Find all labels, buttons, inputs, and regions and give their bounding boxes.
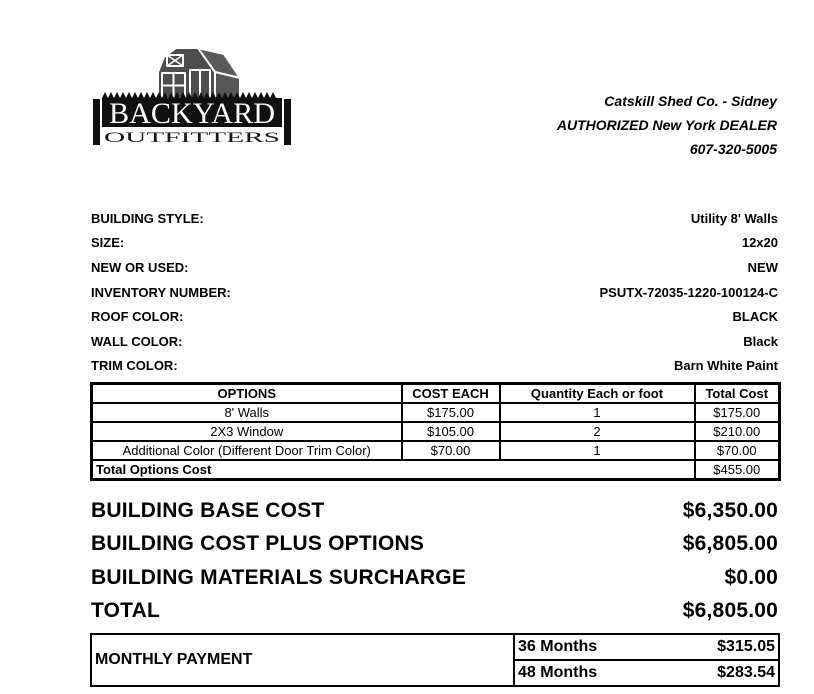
- dealer-info: [557, 89, 777, 161]
- monthly-term-cell: 36 Months: [518, 638, 598, 655]
- detail-value: Barn White Paint: [673, 358, 778, 374]
- option-cost-cell: $105.00: [402, 422, 500, 441]
- option-name-cell: 8' Walls: [92, 403, 402, 422]
- detail-row-size: [91, 231, 778, 256]
- logo-brand-subtitle: OUTFITTERS: [104, 130, 280, 146]
- monthly-payment-table: [90, 633, 780, 687]
- detail-value: 12x20: [741, 235, 778, 251]
- options-header-total-cost: Total Cost: [695, 384, 780, 404]
- options-table: [90, 382, 781, 481]
- summary-row-materials-surcharge: [91, 561, 778, 595]
- options-total-row: [92, 460, 780, 480]
- options-header-cost-each: COST EACH: [402, 384, 500, 404]
- detail-value: NEW: [747, 259, 778, 275]
- detail-row-inventory-number: [91, 280, 778, 305]
- option-row: [92, 403, 780, 422]
- monthly-amount-cell: $283.54: [664, 660, 779, 686]
- detail-value: Utility 8' Walls: [690, 210, 778, 226]
- monthly-payment-label: MONTHLY PAYMENT: [91, 634, 514, 686]
- option-name-cell: 2X3 Window: [92, 422, 402, 441]
- detail-label: INVENTORY NUMBER:: [91, 284, 231, 300]
- monthly-term-cell: 48 Months: [514, 660, 664, 686]
- building-details: [91, 206, 778, 378]
- logo-brand-name: BACKYARD: [109, 97, 275, 130]
- option-total-cell: $175.00: [695, 403, 780, 422]
- backyard-outfitters-logo: [88, 28, 296, 150]
- logo-left-bar: [93, 99, 100, 145]
- options-header-row: [92, 384, 780, 404]
- options-total-label: Total Options Cost: [92, 460, 695, 480]
- monthly-payment-row: [91, 634, 779, 660]
- summary-row-total: [91, 595, 778, 629]
- summary-value: $6,805.00: [682, 599, 778, 623]
- detail-value: Black: [743, 333, 778, 349]
- detail-label: SIZE:: [91, 235, 125, 251]
- option-quantity-cell: 1: [500, 403, 695, 422]
- summary-label: TOTAL: [91, 599, 161, 623]
- summary-row-base-cost: [91, 494, 778, 528]
- dealer-name: Catskill Shed Co. - Sidney: [604, 93, 777, 109]
- detail-row-building-style: [91, 206, 778, 231]
- option-cost-cell: $175.00: [402, 403, 500, 422]
- detail-value: BLACK: [732, 309, 778, 325]
- detail-row-trim-color: [91, 354, 778, 379]
- option-row: [92, 422, 780, 441]
- logo-right-bar: [284, 99, 291, 145]
- detail-label: WALL COLOR:: [91, 333, 183, 349]
- options-header-options: OPTIONS: [92, 384, 402, 404]
- dealer-authorization: AUTHORIZED New York DEALER: [556, 117, 777, 133]
- detail-label: BUILDING STYLE:: [91, 210, 204, 226]
- summary-label: BUILDING MATERIALS SURCHARGE: [91, 565, 467, 589]
- monthly-amount-cell: $315.05: [717, 638, 775, 655]
- option-quantity-cell: 2: [500, 422, 695, 441]
- detail-row-roof-color: [91, 304, 778, 329]
- options-total-value: $455.00: [695, 460, 780, 480]
- option-cost-cell: $70.00: [402, 441, 500, 460]
- summary-row-cost-plus-options: [91, 528, 778, 562]
- summary-label: BUILDING COST PLUS OPTIONS: [91, 532, 425, 556]
- detail-row-wall-color: [91, 329, 778, 354]
- logo-graphic: [88, 28, 296, 150]
- detail-value: PSUTX-72035-1220-100124-C: [599, 284, 778, 300]
- option-total-cell: $210.00: [695, 422, 780, 441]
- summary-label: BUILDING BASE COST: [91, 498, 325, 522]
- detail-label: ROOF COLOR:: [91, 309, 184, 325]
- summary-value: $6,350.00: [682, 498, 778, 522]
- options-header-quantity: Quantity Each or foot: [500, 384, 695, 404]
- summary-value: $6,805.00: [682, 532, 778, 556]
- option-quantity-cell: 1: [500, 441, 695, 460]
- cost-summary: [91, 494, 778, 628]
- summary-value: $0.00: [724, 565, 778, 589]
- option-row: [92, 441, 780, 460]
- option-name-cell: Additional Color (Different Door Trim Color): [92, 441, 402, 460]
- detail-label: TRIM COLOR:: [91, 358, 178, 374]
- detail-row-new-or-used: [91, 255, 778, 280]
- detail-label: NEW OR USED:: [91, 259, 189, 275]
- option-total-cell: $70.00: [695, 441, 780, 460]
- dealer-phone: 607-320-5005: [689, 141, 777, 157]
